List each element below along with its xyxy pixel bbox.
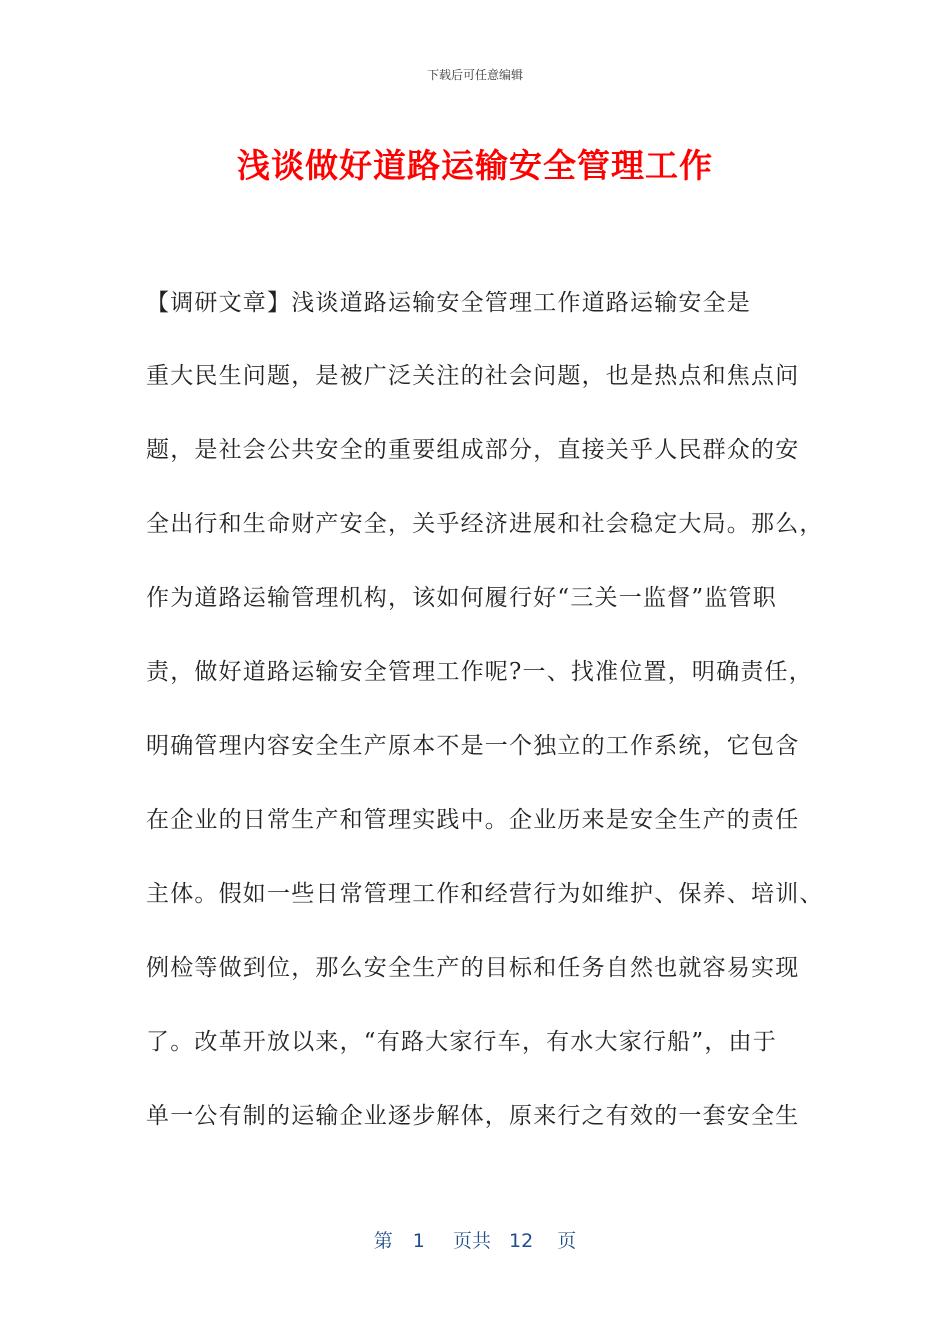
body-line: 在企业的日常生产和管理实践中。企业历来是安全生产的责任 bbox=[146, 807, 800, 833]
body-line: 题，是社会公共安全的重要组成部分，直接关乎人民群众的安 bbox=[146, 437, 800, 463]
page-footer bbox=[0, 1226, 950, 1253]
body-line: 全出行和生命财产安全，关乎经济进展和社会稳定大局。那么， bbox=[146, 511, 824, 537]
body-line: 主体。假如一些日常管理工作和经营行为如维护、保养、培训、 bbox=[146, 881, 824, 907]
body-line: 例检等做到位，那么安全生产的目标和任务自然也就容易实现 bbox=[146, 955, 800, 981]
footer-suffix: 页 bbox=[557, 1230, 577, 1252]
body-line: 明确管理内容安全生产原本不是一个独立的工作系统，它包含 bbox=[146, 733, 800, 759]
body-line: 单一公有制的运输企业逐步解体，原来行之有效的一套安全生 bbox=[146, 1103, 800, 1129]
page-header-note: 下载后可任意编辑 bbox=[426, 68, 523, 82]
footer-prefix: 第 bbox=[373, 1230, 393, 1252]
footer-page-number: 1 bbox=[412, 1230, 425, 1252]
body-line: 【调研文章】浅谈道路运输安全管理工作道路运输安全是 bbox=[146, 290, 751, 316]
body-line: 责，做好道路运输安全管理工作呢?一、找准位置，明确责任， bbox=[146, 659, 813, 685]
body-line: 了。改革开放以来，“有路大家行车，有水大家行船”，由于 bbox=[146, 1029, 777, 1055]
footer-total-pages: 12 bbox=[509, 1230, 534, 1252]
body-line: 重大民生问题，是被广泛关注的社会问题，也是热点和焦点问 bbox=[146, 363, 800, 389]
document-title: 浅谈做好道路运输安全管理工作 bbox=[237, 146, 713, 185]
body-line: 作为道路运输管理机构，该如何履行好“三关一监督”监管职 bbox=[146, 585, 777, 611]
footer-middle: 页共 bbox=[452, 1230, 491, 1252]
